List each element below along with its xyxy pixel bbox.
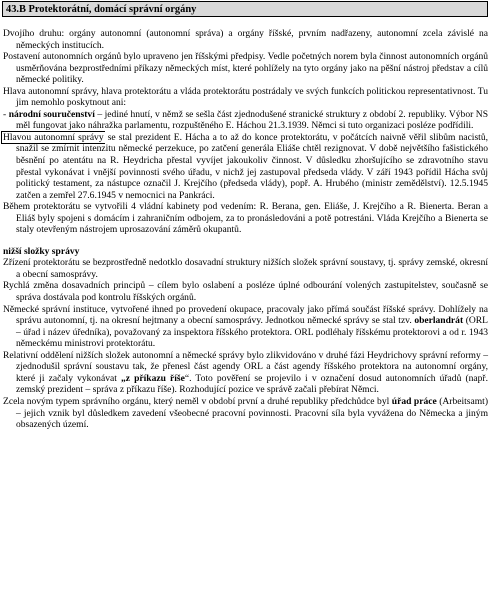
paragraph-german-institutions [3,304,488,350]
german-institutions-text-a: Německé správní instituce, vytvořené ihned po provedení okupace, pracovaly jako přímá součást říšské správy. Dohlížely na správu autonomní, tj. na okresní hejtmany a obecní samosprávy. Jednotkou německé správy se stal tzv. [3,303,488,327]
term-by-order-of-reich: „z příkazu říše [120,372,185,384]
term-national-solidarity: národní souručenství [8,108,95,120]
heydrich-reform-text-b: “. Toto pověření se projevilo i v označení dosud autonomních úřadů (např. zemský prezident – správa z příkazu říše). Rozhodující pozice ve správě začali přebírat Němci. [16,372,488,396]
paragraph-principles-change: Rychlá změna dosavadních principů – cílem bylo oslabení a posléze úplné odbourání volených zastupitelstev, současně se správa dostávala pod kontrolu říšských orgánů. [3,280,488,304]
paragraph-heydrich-reform [3,350,488,396]
labour-office-text-a: Zcela novým typem správního orgánu, který neměl v období první a druhé republiky předchůdce byl [3,395,392,407]
heydrich-reform-text-a: Relativní oddělení nižších složek autonomní a německé správy bylo zlikvidováno v druhé fázi Heydrichovy správní reformy – zjednodušil správní soustavu tak, že přenesl část agendy ORL a část agendy říšského protektora na autonomní orgány, které ji začaly vykonávat [3,349,488,384]
paragraph-labour-office [3,396,488,431]
paragraph-president-hacha [3,132,488,201]
term-oberlandrat: oberlandrát [414,315,464,327]
document-title: 43.B Protektorátní, domácí správní orgány [2,1,488,17]
paragraph-establishment: Zřízení protektorátu se bezprostředně nedotklo dosavadní struktury nižších složek správní soustavy, tj. správy zemské, okresní a obecní samosprávy. [3,257,488,280]
german-institutions-text-b: (ORL – úřad i název úředníka), považovaný za inspektora říšského protektora. ORL podléhaly říšskému protektorovi a od r. 1943 německému ministrovi protektorátu. [16,315,488,350]
labour-office-text-b: (Arbeitsamt) – jejich vznik byl důsledkem zavedení všeobecné pracovní povinnosti. Pracovní síla byla vyvážena do Německa a jiným obsazených území. [16,395,488,431]
paragraph-status: Postavení autonomních orgánů bylo upraveno jen říšskými předpisy. Vedle početných norem byla činnost autonomních orgánů usměrňována bezprostředními příkazy německých míst, které pohlížely na tyto orgány jako na pěšní nástroj představ a cílů německé politiky. [3,51,488,86]
highlight-head-of-administration: Hlavou autonomní správy [3,131,104,143]
term-labour-office: úřad práce [391,395,437,407]
national-solidarity-text: – jediné hnutí, v němž se sešla část zjednodušené stranické struktury z období 2. republiky. Výbor NS měl fungovat jako náhražka parlamentu, rozpuštěného E. Háchou 21.3.1939. Němci si tuto organizaci posléze podřídili. [16,108,489,132]
paragraph-national-solidarity: - národní souručenství – jediné hnutí, v němž se sešla část zjednodušené stranické struktury z období 2. republiky. Výbor NS měl fungovat jako náhražka parlamentu, rozpuštěného E. Háchou 21.3.1939. Němci si tuto organizaci posléze podřídili. [3,108,489,132]
president-hacha-text: se stal prezident E. Hácha a to až do konce protektorátu, v počátcích naivně věřil slibům nacistů, snažil se zmírnit intenzitu německé perzekuce, po zatčení generála Eliáše chtěl rezignovat. V době největšího fašistického běsnění po atentátu na R. Heydricha přestal vyvíjet jakoukoliv činnost. V důsledku zhoršujícího se zdravotního stavu přestal vykonávat i vnější povinnosti svého úřadu, v nichž jej zastupoval předseda vlády. V září 1943 pořídil Hácha svůj politický testament, za nástupce označil J. Krejčího (předseda vlády), popř. A. Hrubého (ministr zemědělství). 12.5.1945 zatčen a zemřel 27.6.1945 v nemocnici na Pankráci. [16,131,488,201]
paragraph-head-of-administration: Hlava autonomní správy, hlava protektorátu a vláda protektorátu postrádaly ve svých funkcích politickou representativnost. Tu jim nemohlo poskytnout ani: [3,85,488,109]
paragraph-cabinets: Během protektorátu se vytvořili 4 vládní kabinety pod vedením: R. Berana, gen. Eliáše, J. Krejčího a R. Bienerta. Beran a Eliáš byly spojeni s domácím i zahraničním odbojem, za to pronásledováni a potě potrestáni. Vláda Krejčího a Bienerta se staly otevřeným nástrojem uprosazování záměrů okupantů. [3,201,488,236]
section-heading-lower-administration: nižší složky správy [3,245,80,257]
paragraph-types: Dvojího druhu: orgány autonomní (autonomní správa) a orgány říšské, prvním nadřazeny, autonomní zcela závislé na německých institucích. [3,28,488,51]
document-body [3,28,488,431]
